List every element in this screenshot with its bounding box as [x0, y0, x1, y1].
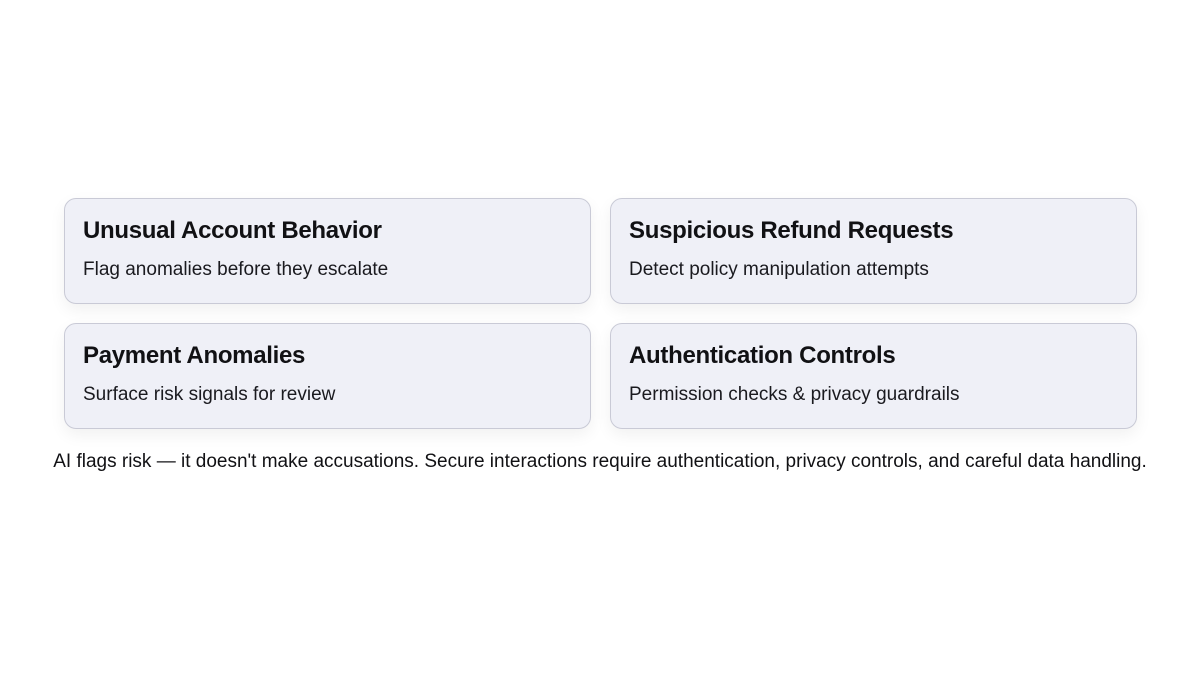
- card-title: Unusual Account Behavior: [83, 217, 382, 244]
- card-title: Authentication Controls: [629, 342, 896, 369]
- risk-card-grid: [64, 198, 1137, 429]
- card-unusual-account-behavior: [64, 198, 591, 304]
- card-description: Permission checks & privacy guardrails: [629, 384, 960, 405]
- footnote-text: AI flags risk — it doesn't make accusations. Secure interactions require authentication, privacy controls, and careful data handling.: [53, 451, 1147, 472]
- card-description: Surface risk signals for review: [83, 384, 336, 405]
- card-title: Suspicious Refund Requests: [629, 217, 954, 244]
- card-title: Payment Anomalies: [83, 342, 306, 369]
- card-authentication-controls: [610, 323, 1137, 429]
- card-description: Flag anomalies before they escalate: [83, 259, 389, 280]
- card-description: Detect policy manipulation attempts: [629, 259, 929, 280]
- card-suspicious-refund-requests: [610, 198, 1137, 304]
- card-payment-anomalies: [64, 323, 591, 429]
